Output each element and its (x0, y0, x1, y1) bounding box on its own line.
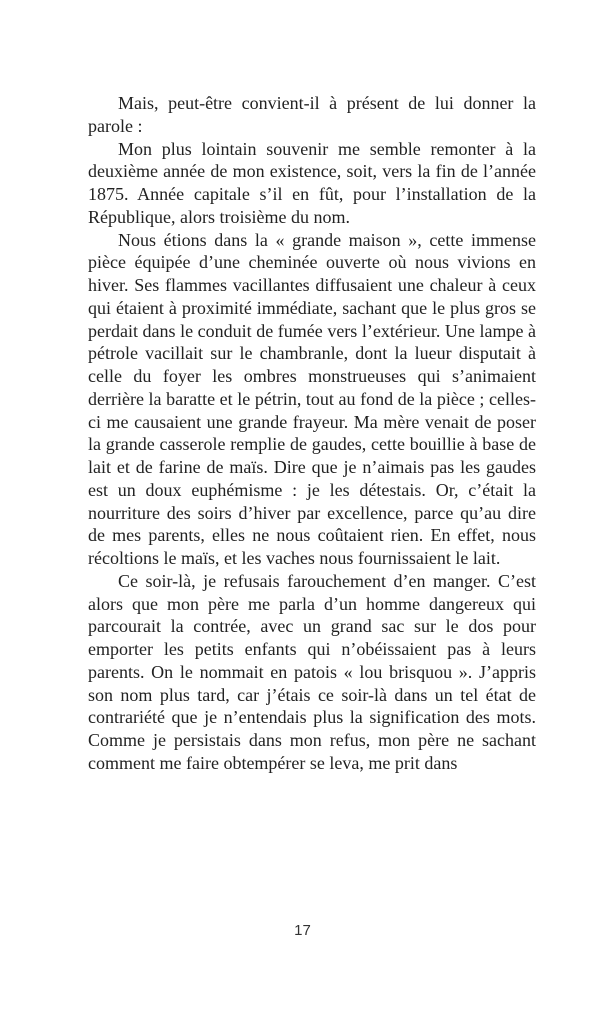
paragraph-2: Mon plus lointain souvenir me semble remonter à la deuxième année de mon existence, soit, vers la fin de l’année 1875. Année capitale s’il en fût, pour l’installation de la République, alors troisième du nom. (88, 138, 536, 227)
page-number: 17 (294, 922, 311, 939)
paragraph-1: Mais, peut-être convient-il à présent de lui donner la parole : (88, 93, 536, 136)
body-text (88, 92, 536, 775)
paragraph-4: Ce soir-là, je refusais farouchement d’en manger. C’est alors que mon père me parla d’un homme dangereux qui parcourait la contrée, avec un grand sac sur le dos pour emporter les petits enfants qui n’obéissaient pas à leurs parents. On le nommait en patois « lou brisquou ». J’appris son nom plus tard, car j’étais ce soir-là dans un tel état de contrariété que je n’entendais plus la signification des mots. Comme je persistais dans mon refus, mon père ne sachant comment me faire obtempérer se leva, me prit dans (88, 570, 536, 773)
paragraph-3: Nous étions dans la « grande maison », cette immense pièce équipée d’une cheminée ouverte où nous vivions en hiver. Ses flammes vacillantes diffusaient une chaleur à ceux qui étaient à proximité immédiate, sachant que le plus gros se perdait dans le conduit de fumée vers l’extérieur. Une lampe à pétrole vacillait sur le chambranle, dont la lueur disputait à celle du foyer les ombres monstrueuses qui s’animaient derrière la baratte et le pétrin, tout au fond de la pièce ; celles-ci me causaient une grande frayeur. Ma mère venait de poser la grande casserole remplie de gaudes, cette bouillie à base de lait et de farine de maïs. Dire que je n’aimais pas les gaudes est un doux euphémisme : je les détestais. Or, c’était la nourriture des soirs d’hiver par excellence, parce qu’au dire de mes parents, elles ne nous coûtaient rien. En effet, nous récoltions le maïs, et les vaches nous fournissaient le lait. (88, 229, 536, 568)
